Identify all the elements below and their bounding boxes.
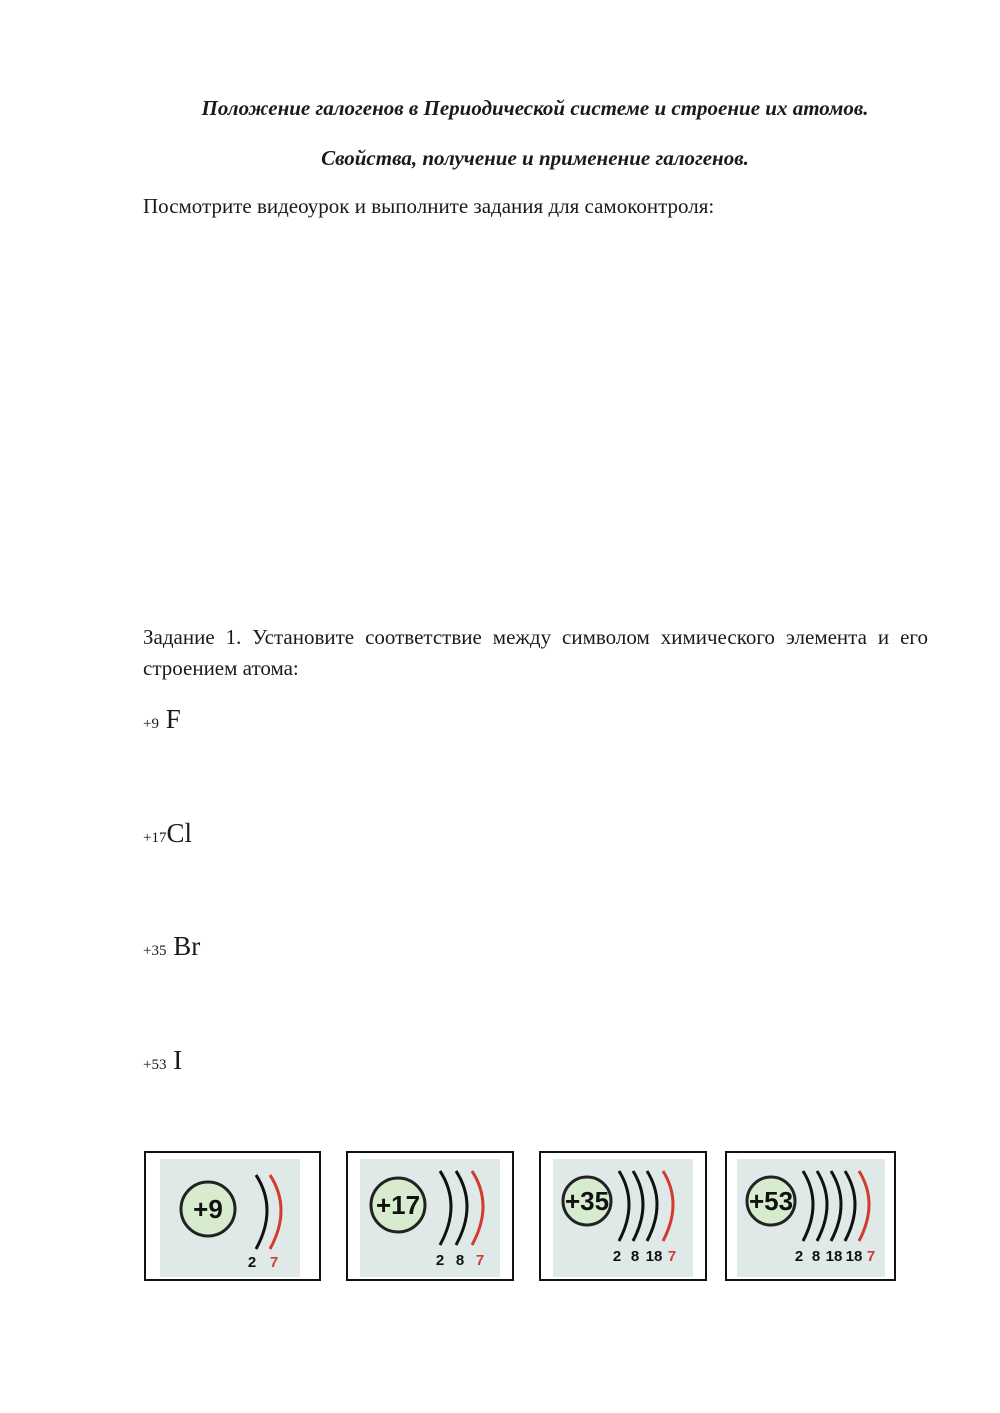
title-line-2: Свойства, получение и применение галогенов. <box>321 146 749 170</box>
shell-count: 18 <box>645 1248 663 1265</box>
task-1-text: Задание 1. Установите соответствие между символом химического элемента и его строением атома: <box>143 625 928 680</box>
atom-card-iodine[interactable] <box>725 1151 896 1281</box>
nucleus-charge: +17 <box>375 1190 421 1220</box>
instruction-text: Посмотрите видеоурок и выполните задания для самоконтроля: <box>143 194 715 218</box>
atom-diagram <box>553 1159 693 1277</box>
nucleus-charge: +35 <box>564 1186 610 1216</box>
shell-count: 2 <box>247 1254 257 1271</box>
atom-diagram <box>360 1159 500 1277</box>
element-charge: +17 <box>143 830 167 846</box>
element-symbol: Cl <box>166 818 192 848</box>
shell-count: 2 <box>794 1248 804 1265</box>
atom-card-fluorine[interactable] <box>144 1151 321 1281</box>
element-symbol: F <box>165 704 181 734</box>
title-line-1: Положение галогенов в Периодической системе и строение их атомов. <box>201 96 869 120</box>
shell-count: 8 <box>455 1252 465 1269</box>
atom-card-bromine[interactable] <box>539 1151 707 1281</box>
nucleus-charge: +9 <box>193 1194 223 1224</box>
element-charge: +35 <box>143 943 167 959</box>
element-bromine[interactable] <box>143 931 200 966</box>
atom-card-chlorine[interactable] <box>346 1151 514 1281</box>
element-iodine[interactable] <box>143 1045 182 1080</box>
shell-count: 8 <box>811 1248 821 1265</box>
element-chlorine[interactable] <box>143 818 192 853</box>
nucleus-charge: +53 <box>748 1186 794 1216</box>
shell-count: 2 <box>612 1248 622 1265</box>
shell-count-outer: 7 <box>269 1254 279 1271</box>
element-fluorine[interactable] <box>143 704 181 739</box>
element-symbol: Br <box>173 931 201 961</box>
atom-diagram <box>160 1159 300 1277</box>
shell-count-outer: 7 <box>866 1248 876 1265</box>
element-charge: +9 <box>143 716 159 732</box>
atom-diagram <box>737 1159 885 1277</box>
shell-count: 18 <box>845 1248 863 1265</box>
shell-count-outer: 7 <box>667 1248 677 1265</box>
shell-count: 8 <box>630 1248 640 1265</box>
element-symbol: I <box>173 1045 183 1075</box>
shell-count: 18 <box>825 1248 843 1265</box>
element-charge: +53 <box>143 1057 167 1073</box>
shell-count-outer: 7 <box>475 1252 485 1269</box>
shell-count: 2 <box>435 1252 445 1269</box>
